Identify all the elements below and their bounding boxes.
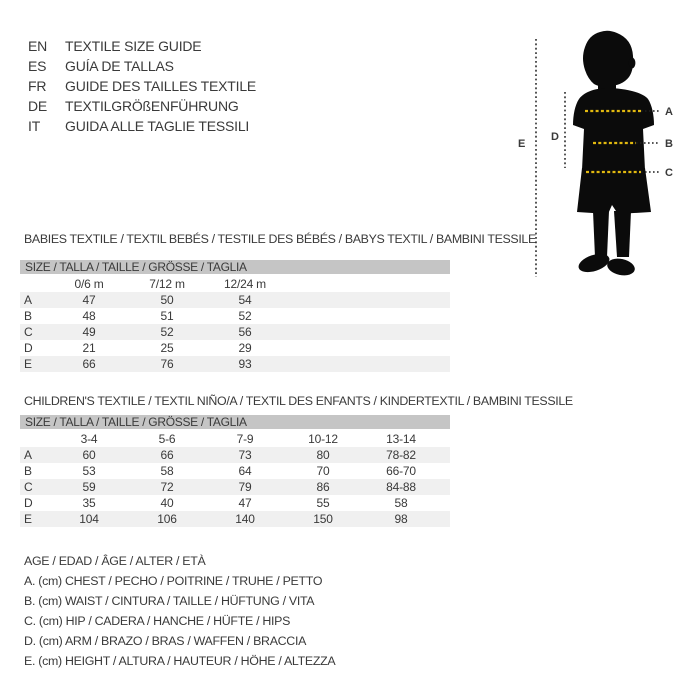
lang-row-fr — [28, 76, 256, 96]
table-cell: 72 — [160, 480, 174, 494]
lang-title: TEXTILE SIZE GUIDE — [65, 38, 202, 54]
column-header-row — [20, 276, 450, 292]
legend-height: E. (cm) HEIGHT / ALTURA / HAUTEUR / HÖHE / ALTEZZA — [24, 654, 336, 668]
size-header-bar: SIZE / TALLA / TAILLE / GRÖSSE / TAGLIA — [20, 415, 450, 429]
row-label: E — [24, 512, 32, 526]
table-row — [20, 292, 450, 308]
row-label: D — [24, 341, 33, 355]
legend-hip: C. (cm) HIP / CADERA / HANCHE / HÜFTE / HIPS — [24, 614, 291, 628]
table-cell: 29 — [238, 341, 252, 355]
column-header: 13-14 — [386, 432, 416, 446]
table-cell: 25 — [160, 341, 174, 355]
figure-label-D: D — [551, 131, 559, 143]
table-cell: 70 — [316, 464, 330, 478]
table-cell: 56 — [238, 325, 252, 339]
table-cell: 51 — [160, 309, 174, 323]
measurement-diagram — [505, 25, 700, 285]
table-cell: 50 — [160, 293, 174, 307]
table-cell: 21 — [82, 341, 96, 355]
table-cell: 47 — [238, 496, 252, 510]
table-cell: 48 — [82, 309, 96, 323]
table-row — [20, 479, 450, 495]
table-cell: 55 — [316, 496, 330, 510]
table-cell: 53 — [82, 464, 96, 478]
table-cell: 140 — [235, 512, 255, 526]
child-silhouette — [573, 31, 654, 278]
table-cell: 35 — [82, 496, 96, 510]
table-cell: 64 — [238, 464, 252, 478]
figure-label-A: A — [665, 106, 673, 118]
table-cell: 78-82 — [386, 448, 416, 462]
lang-title: GUIDA ALLE TAGLIE TESSILI — [65, 118, 250, 134]
table-row — [20, 511, 450, 527]
table-row — [20, 356, 450, 372]
column-header: 7-9 — [236, 432, 254, 446]
column-header: 5-6 — [158, 432, 176, 446]
table-cell: 84-88 — [386, 480, 416, 494]
lang-code: EN — [28, 38, 48, 54]
children-section-title: CHILDREN'S TEXTILE / TEXTIL NIÑO/A / TEXTIL DES ENFANTS / KINDERTEXTIL / BAMBINI TESSILE — [24, 394, 573, 408]
figure-label-B: B — [665, 138, 673, 150]
lang-code: IT — [28, 118, 41, 134]
table-cell: 86 — [316, 480, 330, 494]
table-cell: 150 — [313, 512, 333, 526]
row-label: B — [24, 309, 32, 323]
lang-row-it — [28, 116, 256, 136]
row-label: C — [24, 325, 33, 339]
figure-label-E: E — [518, 138, 526, 150]
table-cell: 52 — [160, 325, 174, 339]
table-cell: 66 — [82, 357, 96, 371]
babies-size-table — [20, 260, 450, 372]
table-cell: 60 — [82, 448, 96, 462]
column-header-row — [20, 431, 450, 447]
lang-row-es — [28, 56, 256, 76]
table-cell: 59 — [82, 480, 96, 494]
children-size-table — [20, 415, 450, 527]
language-title-list — [28, 36, 256, 136]
column-header: 0/6 m — [74, 277, 104, 291]
size-header-bar: SIZE / TALLA / TAILLE / GRÖSSE / TAGLIA — [20, 260, 450, 274]
column-header: 7/12 m — [149, 277, 185, 291]
table-cell: 47 — [82, 293, 96, 307]
lang-title: GUÍA DE TALLAS — [65, 58, 174, 74]
column-header: 10-12 — [308, 432, 338, 446]
table-row — [20, 340, 450, 356]
column-header: 3-4 — [80, 432, 98, 446]
table-cell: 104 — [79, 512, 99, 526]
row-label: E — [24, 357, 32, 371]
table-cell: 76 — [160, 357, 174, 371]
lang-code: FR — [28, 78, 47, 94]
table-row — [20, 324, 450, 340]
table-cell: 58 — [394, 496, 408, 510]
table-row — [20, 308, 450, 324]
figure-label-C: C — [665, 167, 673, 179]
table-cell: 93 — [238, 357, 252, 371]
lang-title: GUIDE DES TAILLES TEXTILE — [65, 78, 257, 94]
row-label: A — [24, 293, 32, 307]
legend-age: AGE / EDAD / ÂGE / ALTER / ETÀ — [24, 554, 206, 568]
legend-chest: A. (cm) CHEST / PECHO / POITRINE / TRUHE / PETTO — [24, 574, 323, 588]
legend-waist: B. (cm) WAIST / CINTURA / TAILLE / HÜFTUNG / VITA — [24, 594, 315, 608]
lang-code: ES — [28, 58, 47, 74]
table-row — [20, 463, 450, 479]
table-cell: 66 — [160, 448, 174, 462]
table-cell: 54 — [238, 293, 252, 307]
row-label: C — [24, 480, 33, 494]
row-label: D — [24, 496, 33, 510]
table-cell: 49 — [82, 325, 96, 339]
table-cell: 40 — [160, 496, 174, 510]
table-cell: 80 — [316, 448, 330, 462]
row-label: A — [24, 448, 32, 462]
table-cell: 79 — [238, 480, 252, 494]
table-row — [20, 495, 450, 511]
table-cell: 73 — [238, 448, 252, 462]
table-cell: 106 — [157, 512, 177, 526]
table-row — [20, 447, 450, 463]
row-label: B — [24, 464, 32, 478]
measurement-legend — [24, 551, 335, 671]
child-silhouette-figure — [505, 25, 700, 285]
table-cell: 98 — [394, 512, 408, 526]
table-cell: 52 — [238, 309, 252, 323]
babies-section-title: BABIES TEXTILE / TEXTIL BEBÉS / TESTILE DES BÉBÉS / BABYS TEXTIL / BAMBINI TESSILE — [24, 232, 536, 246]
lang-row-en — [28, 36, 256, 56]
lang-title: TEXTILGRÖßENFÜHRUNG — [65, 98, 239, 114]
lang-code: DE — [28, 98, 48, 114]
table-cell: 58 — [160, 464, 174, 478]
legend-arm: D. (cm) ARM / BRAZO / BRAS / WAFFEN / BRACCIA — [24, 634, 307, 648]
table-cell: 66-70 — [386, 464, 416, 478]
column-header: 12/24 m — [224, 277, 266, 291]
lang-row-de — [28, 96, 256, 116]
